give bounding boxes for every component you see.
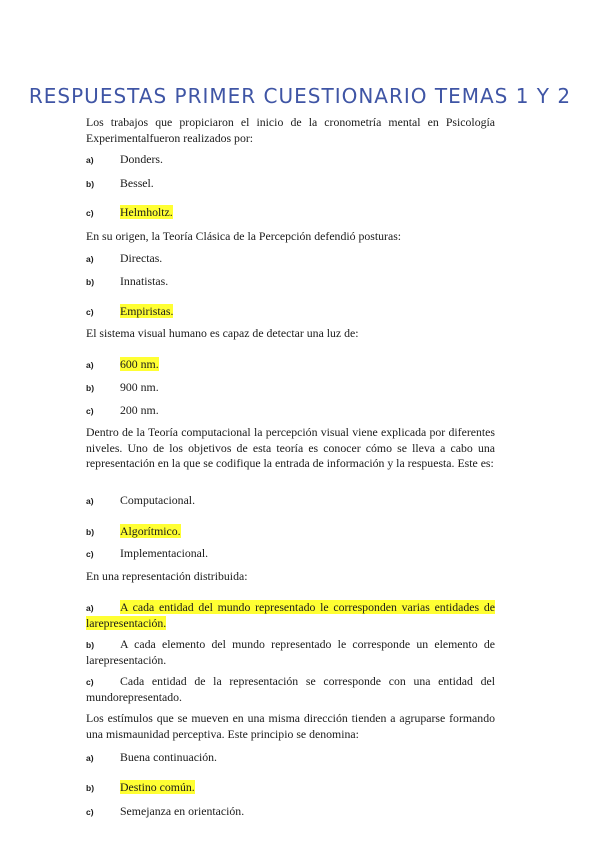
- option-label: a): [86, 496, 94, 506]
- option-text: Directas.: [120, 251, 163, 265]
- question-5-option-c: [86, 674, 495, 705]
- correct-answer-highlight: Destino común.: [120, 780, 195, 794]
- option-label: c): [86, 307, 94, 317]
- option-text: Donders.: [120, 152, 163, 166]
- question-2-option-c: [86, 304, 495, 320]
- option-text: 900 nm.: [120, 380, 159, 394]
- option-label: c): [86, 807, 94, 817]
- question-2-text: En su origen, la Teoría Clásica de la Percepción defendió posturas:: [86, 229, 402, 243]
- correct-answer-highlight: 600 nm.: [120, 357, 159, 371]
- option-label: b): [86, 527, 95, 537]
- option-text: Cada entidad de la representación se corresponde con una entidad del mundorepresentado.: [86, 674, 495, 704]
- correct-answer-highlight: Helmholtz.: [120, 205, 173, 219]
- option-text: Buena continuación.: [120, 750, 217, 764]
- option-label: c): [86, 677, 94, 687]
- correct-answer-highlight: A cada entidad del mundo representado le corresponden varias entidades de larepresentación.: [86, 600, 495, 630]
- page-title: RESPUESTAS PRIMER CUESTIONARIO TEMAS 1 Y 2: [28, 84, 572, 108]
- question-3-option-b: [86, 380, 495, 396]
- option-label: a): [86, 254, 94, 264]
- option-text: Computacional.: [120, 493, 196, 507]
- question-1-option-c: [86, 205, 495, 221]
- question-5-text: En una representación distribuida:: [86, 569, 248, 583]
- option-label: c): [86, 406, 94, 416]
- option-label: b): [86, 179, 95, 189]
- question-2-option-b: [86, 274, 495, 290]
- option-label: a): [86, 155, 94, 165]
- option-label: c): [86, 549, 94, 559]
- option-label: a): [86, 753, 94, 763]
- question-6-option-a: [86, 750, 495, 766]
- option-label: b): [86, 640, 95, 650]
- option-label: b): [86, 783, 95, 793]
- question-4-text: Dentro de la Teoría computacional la percepción visual viene explicada por diferentes niveles. Uno de los objetivos de esta teoría es conocer cómo se lleva a cabo una representación en la que se codifique la entrada de información y la respuesta. Este es:: [86, 425, 495, 470]
- question-2-option-a: [86, 251, 495, 267]
- option-text: Innatistas.: [120, 274, 169, 288]
- question-3-text: El sistema visual humano es capaz de detectar una luz de:: [86, 326, 359, 340]
- option-label: c): [86, 208, 94, 218]
- option-text: Bessel.: [120, 176, 154, 190]
- correct-answer-highlight: Algorítmico.: [120, 524, 181, 538]
- question-4-option-b: [86, 524, 495, 540]
- question-6-option-c: [86, 804, 495, 820]
- question-1-option-a: [86, 152, 495, 168]
- option-text: 200 nm.: [120, 403, 159, 417]
- option-label: b): [86, 383, 95, 393]
- question-1-option-b: [86, 176, 495, 192]
- option-label: b): [86, 277, 95, 287]
- option-text: A cada elemento del mundo representado le corresponde un elemento de larepresentación.: [86, 637, 495, 667]
- correct-answer-highlight: Empiristas.: [120, 304, 174, 318]
- question-5-option-b: [86, 637, 495, 668]
- question-4-option-c: [86, 546, 495, 562]
- question-3-option-c: [86, 403, 495, 419]
- option-text: Semejanza en orientación.: [120, 804, 245, 818]
- option-label: a): [86, 603, 94, 613]
- option-label: a): [86, 360, 94, 370]
- option-text: Implementacional.: [120, 546, 209, 560]
- question-1-text: Los trabajos que propiciaron el inicio de la cronometría mental en Psicología Experimentalfueron realizados por:: [86, 115, 495, 145]
- question-6-text: Los estímulos que se mueven en una misma dirección tienden a agruparse formando una mismaunidad perceptiva. Este principio se denomina:: [86, 711, 495, 741]
- question-5-option-a: [86, 600, 495, 631]
- question-3-option-a: [86, 357, 495, 373]
- question-4-option-a: [86, 493, 495, 509]
- question-6-option-b: [86, 780, 495, 796]
